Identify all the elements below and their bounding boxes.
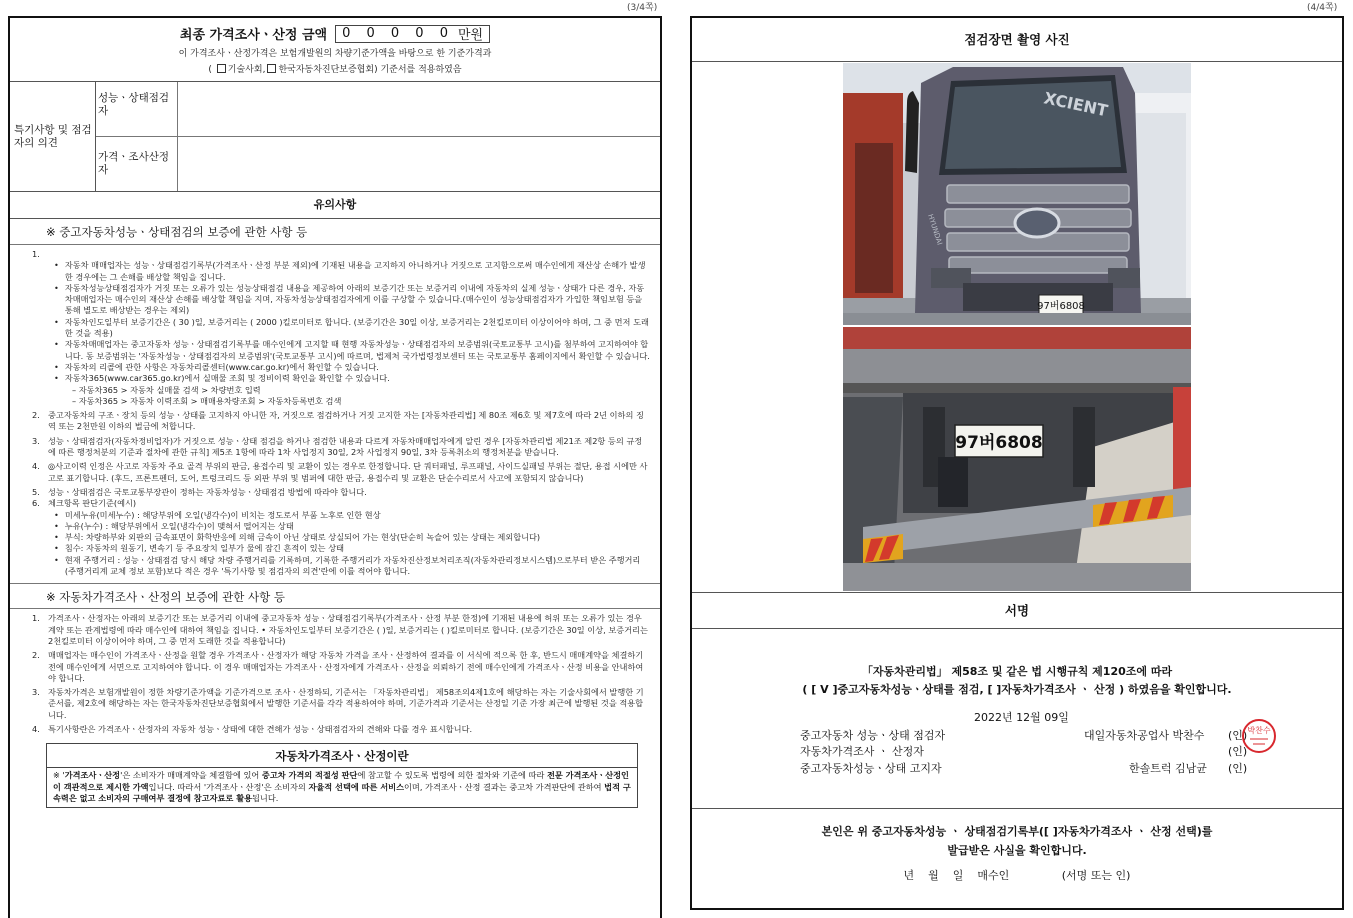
signer-role: 중고자동차성능ㆍ상태 고지자 xyxy=(800,762,942,775)
svg-text:박찬수: 박찬수 xyxy=(1247,726,1271,735)
remarks-appraiser-label: 가격ㆍ조사산정자 xyxy=(96,137,178,191)
list-item: • 자동차의 리콜에 관한 사항은 자동차리콜센터(www.car.go.kr)에서 확인할 수 있습니다. xyxy=(32,362,650,373)
appraisal-definition-box xyxy=(46,743,638,808)
final-price-title: 최종 가격조사ㆍ산정 금액 xyxy=(179,28,328,43)
section1-body: 1. • 자동차 매매업자는 성능ㆍ상태점검기록부(가격조사ㆍ산정 부분 제외)에 기재된 내용을 고지하지 아니하거나 거짓으로 고지함으로써 매수인에게 재산상 손해가 발생한 경우에는 그 손해를 배상할 책임을 집니다. • 자동차성능상태점검자가 거짓 또는 오류가 있는 성능상태점검 내용을 제공하여 아래의 보증기간 또는 보증거리 이내에 자동차의 실제 성능ㆍ상태가 다른 경우, 자동차매매업자는 매수인의 재산상 손해를 배상할 책임을 지며, 자동차성능상태점검자에게 이를 구상할 수 있습니다.(매수인이 성능상태점검자가 가입한 책임보험 등을 통해 별도로 배상받는 경우는 제외) • 자동차인도일부터 보증기간은 ( 30 )일, 보증거리는 ( 2000 )킬로미터로 합니다. (보증기간은 30일 이상, 보증거리는 2천킬로미터 이상이어야 하며, 그 중 먼저 도래한 것을 적용) • 자동차매매업자는 중고자동차 성능ㆍ상태점검기록부를 매수인에게 고지할 때 현행 자동차성능ㆍ상태점검자의 보증범위(국토교통부 고시)를 첨부하여 고지하여야 합니다. 동 보증범위는 '자동차성능ㆍ상태점검자의 보증범위'(국토교통부 고시)에 따르며, 법제처 국가법령정보센터 또는 국토교통부 홈페이지에서 확인할 수 있습니다. • 자동차의 리콜에 관한 사항은 자동차리콜센터(www.car.go.kr)에서 확인할 수 있습니다. • 자동차365(www.car365.go.kr)에서 실매물 조회 및 정비이력 확인을 확인할 수 있습니다. – 자동차365 > 자동차 실매물 검색 > 차량번호 입력 – 자동차365 > 자동차 이력조회 > 매매용차량조회 > 자동차등록번호 검색 2. 중고자동차의 구조ㆍ장치 등의 성능ㆍ상태를 고지하지 아니한 자, 거짓으로 점검하거나 거짓 고지한 자는 [자동차관리법] 제 80조 제6호 및 제7호에 따라 2년 이하의 징역 또는 2천만원 이하의 벌금에 처합니다. 3. 성능ㆍ상태점검자(자동차정비업자)가 거짓으로 성능ㆍ상태 점검을 하거나 점검한 내용과 다르게 자동차매매업자에게 알린 경우 [자동차관리법 제21조 제2항 등의 규정에 따른 행정처분의 기준과 절차에 관한 규칙] 제5조 1항에 따라 1차 사업정지 30일, 2차 사업정지 90일, 3차 등록취소의 행정처분을 받습니다. 4. ◎사고이력 인정은 사고로 자동차 주요 골격 부위의 판금, 용접수리 및 교환이 있는 경우로 한정합니다. 단 쿼터패널, 루프패널, 사이드실패널 부위는 절단, 용접 시에만 사고로 표기합니다. (후드, 프론트펜더, 도어, 트렁크리드 등 외판 부위 및 범퍼에 대한 판금, 용접수리 및 교환은 단순수리로서 사고에 포함되지 않습니다) 5. 성능ㆍ상태점검은 국토교통부장관이 정하는 자동차성능ㆍ상태점검 방법에 따라야 합니다. 6. 체크항목 판단기준(예시) • 미세누유(미세누수) : 해당부위에 오일(냉각수)이 비치는 정도로서 부품 노후로 인한 현상 • 누유(누수) : 해당부위에서 오일(냉각수)이 맺혀서 떨어지는 상태 • 부식: 차량하부와 외판의 금속표면이 화학반응에 의해 금속이 아닌 상태로 상실되어 가는 현상(단순히 녹슬어 있는 상태는 제외합니다) • 침수: 자동차의 원동기, 변속기 등 주요장치 일부가 물에 잠긴 흔적이 있는 상태 • 현재 주행거리 : 성능ㆍ상태점검 당시 해당 차량 주행거리를 기록하며, 기록한 주행거리가 자동차진산정보처리조직(자동차관리정보시스템)으로부터 받은 주행거리(주행거리계 교체 정보 포함)보다 적은 경우 '특기사항 및 점검자의 의견'란에 이를 적어야 합니다. xyxy=(10,245,660,577)
signer-seal-mark[interactable]: (인) xyxy=(1228,762,1248,775)
definition-title: 자동차가격조사ㆍ산정이란 xyxy=(47,744,637,768)
signer-role: 중고자동차 성능ㆍ상태 점검자 xyxy=(800,729,946,742)
standard-note: ( 기술사회, 한국자동차진단보증협회) 기준서를 적용하였음 xyxy=(208,65,462,75)
remarks-inspector-row xyxy=(96,82,660,137)
legal-statement-line2: ( [ V ]중고자동차성능ㆍ상태를 점검, [ ]자동차가격조사 ㆍ 산정 ) 하였음을 확인합니다. xyxy=(802,683,1232,696)
legal-statement-line1: 「자동차관리법」 제58조 및 같은 법 시행규칙 제120조에 따라 xyxy=(861,665,1173,678)
list-item: 체크항목 판단기준(예시) xyxy=(48,498,137,509)
final-price-box xyxy=(10,18,660,82)
section1-title: ※ 중고자동차성능ㆍ상태점검의 보증에 관한 사항 등 xyxy=(10,219,660,245)
list-item: • 자동차365(www.car365.go.kr)에서 실매물 조회 및 정비이력 확인을 확인할 수 있습니다. xyxy=(32,373,650,384)
signer-role: 자동차가격조사 ㆍ 산정자 xyxy=(800,745,924,758)
list-item: 가격조사ㆍ산정자는 아래의 보증기간 또는 보증거리 이내에 중고자동차 성능ㆍ상태점검기록부(가격조사ㆍ산정 부분 한정)에 기재된 내용에 허위 또는 오류가 있는 경우 계약 또는 관계법령에 따라 매수인에 대하여 책임을 집니다. • 자동차인도일부터 보증기간은 ( )일, 보증거리는 ( )킬로미터로 합니다. (보증기간은 30일 이상, 보증거리는 2천킬로미터 이상이어야 하며, 그 중 먼저 도래한 것을 적용합니다) xyxy=(48,613,648,646)
final-amount-field[interactable] xyxy=(335,25,490,43)
truck-front-photo xyxy=(843,63,1191,325)
truck-rear-plate-photo xyxy=(843,327,1191,591)
list-item: • 자동차성능상태점검자가 거짓 또는 오류가 있는 성능상태점검 내용을 제공하여 아래의 보증기간 또는 보증거리 이내에 자동차의 실제 성능ㆍ상태가 다른 경우, 자동차매매업자는 매수인의 재산상 손해를 배상할 책임을 지며, 자동차성능상태점검자에게 이를 구상할 수 있습니다.(매수인이 성능상태점검자가 가입한 책임보험 등을 통해 별도로 배상받는 경우는 제외) xyxy=(32,283,650,317)
section2-body: 1. 가격조사ㆍ산정자는 아래의 보증기간 또는 보증거리 이내에 중고자동차 성능ㆍ상태점검기록부(가격조사ㆍ산정 부분 한정)에 기재된 내용에 허위 또는 오류가 있는 경우 계약 또는 관계법령에 따라 매수인에 대하여 책임을 집니다. • 자동차인도일부터 보증기간은 ( )일, 보증거리는 ( )킬로미터로 합니다. (보증기간은 30일 이상, 보증거리는 2천킬로미터 이상이어야 하며, 그 중 먼저 도래한 것을 적용합니다) 2. 매매업자는 매수인이 가격조사ㆍ산정을 원할 경우 가격조사ㆍ산정자가 해당 자동차 가격을 조사ㆍ산정하여 결과를 이 서식에 적으록 한 후, 반드시 매매계약을 체결하기 전에 매수인에게 서면으로 고지하여야 합니다. 이 경우 매매업자는 가격조사ㆍ산정자에게 가격조사ㆍ산정을 의뢰하기 전에 매수인에게 가격조사ㆍ산정 비용을 안내하여야 합니다. 3. 자동차가격은 보험개발원이 정한 차량기준가액을 기준가격으로 조사ㆍ산정하되, 기준서는 「자동차관리법」 제58조의4제1호에 해당하는 자는 기술사회에서 발행한 기준서를, 제2호에 해당하는 자는 한국자동차진단보증협회에서 발행한 기준서를 각각 적용하여야 하며, 기준가격과 기준서는 산정일 기준 가장 최근에 발행된 것을 적용합니다. 4. 특기사항란은 가격조사ㆍ산정자의 자동차 성능ㆍ상태에 대한 견해가 성능ㆍ상태점검자의 견해와 다를 경우 표시합니다. xyxy=(10,609,660,735)
section2-title: ※ 자동차가격조사ㆍ산정의 보증에 관한 사항 등 xyxy=(10,583,660,609)
inspection-record-page-3 xyxy=(8,16,662,918)
confirmation-line1: 본인은 위 중고자동차성능 ㆍ 상태점검기록부([ ]자동차가격조사 ㆍ 산정 선택)를 xyxy=(821,825,1213,838)
photo-section xyxy=(692,62,1342,593)
list-item: ◎사고이력 인정은 사고로 자동차 주요 골격 부위의 판금, 용접수리 및 교환이 있는 경우로 한정합니다. 단 쿼터패널, 루프패널, 사이드실패널 부위는 절단, 용접 시에만 사고로 표기합니다. (후드, 프론트펜더, 도어, 트렁크리드 등 외판 부위 및 범퍼에 대한 판금, 용접수리 및 교환은 단순수리로서 사고에 포함되지 않습니다) xyxy=(48,461,648,483)
list-item: • 현재 주행거리 : 성능ㆍ상태점검 당시 해당 차량 주행거리를 기록하며, 기록한 주행거리가 자동차진산정보처리조직(자동차관리정보시스템)으로부터 받은 주행거리(주행거리계 교체 정보 포함)보다 적은 경우 '특기사항 및 점검자의 의견'란에 이를 적어야 합니다. xyxy=(32,555,650,578)
rear-license-plate: 97버6808 xyxy=(955,433,1043,453)
buyer-confirmation xyxy=(692,809,1342,909)
signer-seal-mark[interactable]: (인) xyxy=(1228,745,1248,758)
amount-digits: 0 0 0 0 0 xyxy=(342,26,454,41)
hyundai-lettering: HYUNDAI xyxy=(926,213,944,247)
list-item: 중고자동차의 구조ㆍ장치 등의 성능ㆍ상태를 고지하지 아니한 자, 거짓으로 점검하거나 거짓 고지한 자는 [자동차관리법] 제 80조 제6호 및 제7호에 따라 2년 이하의 징역 또는 2천만원 이하의 벌금에 처합니다. xyxy=(48,410,644,432)
remarks-appraiser-field[interactable] xyxy=(178,137,660,191)
photo-section-title: 점검장면 촬영 사진 xyxy=(692,18,1342,62)
buyer-signature-line[interactable]: 년 월 일 매수인 (서명 또는 인) xyxy=(903,869,1131,882)
amount-unit: 만원 xyxy=(457,28,484,43)
list-item: • 누유(누수) : 해당부위에서 오일(냉각수)이 맺혀서 떨어지는 상태 xyxy=(32,521,650,532)
list-item: 성능ㆍ상태점검자(자동차정비업자)가 거짓으로 성능ㆍ상태 점검을 하거나 점검한 내용과 다르게 자동차매매업자에게 알린 경우 [자동차관리법 제21조 제2항 등의 규정에 따른 행정처분의 기준과 절차에 관한 규칙] 제5조 1항에 따라 1차 사업정지 30일, 2차 사업정지 90일, 3차 등록취소의 행정처분을 받습니다. xyxy=(48,435,643,458)
inspection-date: 2022년 12월 09일 xyxy=(974,711,1069,724)
remarks-section xyxy=(10,82,660,192)
signature-section xyxy=(692,629,1342,809)
list-item: • 침수: 자동차의 원동기, 변속기 등 주요장치 일부가 물에 잠긴 흔적이 있는 상태 xyxy=(32,543,650,554)
checkbox-technician[interactable] xyxy=(217,64,226,73)
remarks-label: 특기사항 및 점검자의 의견 xyxy=(10,82,96,191)
signature-section-title: 서명 xyxy=(692,593,1342,629)
list-item: • 자동차 매매업자는 성능ㆍ상태점검기록부(가격조사ㆍ산정 부분 제외)에 기재된 내용을 고지하지 아니하거나 거짓으로 고지함으로써 매수인에게 재산상 손해가 발생한 경우에는 그 손해를 배상할 책임을 집니다. xyxy=(32,260,650,283)
notice-header: 유의사항 xyxy=(10,192,660,219)
list-item: • 자동차인도일부터 보증기간은 ( 30 )일, 보증거리는 ( 2000 )킬로미터로 합니다. (보증기간은 30일 이상, 보증거리는 2천킬로미터 이상이어야 하며, 그 중 먼저 도래한 것을 적용) xyxy=(32,317,650,340)
checkbox-association[interactable] xyxy=(267,64,276,73)
remarks-appraiser-row xyxy=(96,137,660,191)
list-item: 매매업자는 매수인이 가격조사ㆍ산정을 원할 경우 가격조사ㆍ산정자가 해당 자동차 가격을 조사ㆍ산정하여 결과를 이 서식에 적으록 한 후, 반드시 매매계약을 체결하기 전에 매수인에게 서면으로 고지하여야 합니다. 이 경우 매매업자는 가격조사ㆍ산정자에게 가격조사ㆍ산정을 의뢰하기 전에 매수인에게 가격조사ㆍ산정 비용을 안내하여야 합니다. xyxy=(48,650,644,683)
signer-name: 한솔트럭 김남균 xyxy=(1129,762,1207,775)
list-item: • 부식: 차량하부와 외판의 금속표면이 화학반응에 의해 금속이 아닌 상태로 상실되어 가는 현상(단순히 녹슬어 있는 상태는 제외합니다) xyxy=(32,532,650,543)
signer-name: 대일자동차공업사 박찬수 xyxy=(1084,729,1205,742)
xcient-badge: XCIENT xyxy=(1042,88,1110,121)
remarks-inspector-label: 성능ㆍ상태점검자 xyxy=(96,82,178,136)
confirmation-line2: 발급받은 사실을 확인합니다. xyxy=(947,844,1087,857)
list-item: 성능ㆍ상태점검은 국토교통부장관이 정하는 자동차성능ㆍ상태점검 방법에 따라야 합니다. xyxy=(48,486,367,497)
list-item: • 자동차매매업자는 중고자동차 성능ㆍ상태점검기록부를 매수인에게 고지할 때 현행 자동차성능ㆍ상태점검자의 보증범위(국토교통부 고시)를 첨부하여 고지하여야 합니다. 동 보증범위는 '자동차성능ㆍ상태점검자의 보증범위'(국토교통부 고시)에 따르며, 법제처 국가법령정보센터 또는 국토교통부 홈페이지에서 확인할 수 있습니다. xyxy=(32,339,650,362)
signer-seal-mark[interactable]: (인) xyxy=(1228,729,1248,742)
inspection-record-page-4 xyxy=(690,16,1344,910)
list-item: 특기사항란은 가격조사ㆍ산정자의 자동차 성능ㆍ상태에 대한 견해가 성능ㆍ상태점검자의 견해와 다를 경우 표시합니다. xyxy=(48,723,473,734)
front-license-plate: 97버6808 xyxy=(1037,301,1085,312)
remarks-inspector-field[interactable] xyxy=(178,82,660,136)
page-number-right: (4/4쪽) xyxy=(1307,3,1338,13)
list-item: • 미세누유(미세누수) : 해당부위에 오일(냉각수)이 비치는 정도로서 부품 노후로 인한 현상 xyxy=(32,510,650,521)
list-item: 자동차가격은 보험개발원이 정한 차량기준가액을 기준가격으로 조사ㆍ산정하되, 기준서는 「자동차관리법」 제58조의4제1호에 해당하는 자는 기술사회에서 발행한 기준서를, 제2호에 해당하는 자는 한국자동차진단보증협회에서 발행한 기준서를 각각 적용하여야 하며, 기준가격과 기준서는 산정일 기준 가장 최근에 발행된 것을 적용합니다. xyxy=(48,687,644,720)
definition-text: ※ '가격조사ㆍ산정'은 소비자가 매매계약을 체결함에 있어 중고차 가격의 적절성 판단에 참고할 수 있도록 법령에 의한 절차와 기준에 따라 전문 가격조사ㆍ산정인이 객관적으로 제시한 가액입니다. 따라서 '가격조사ㆍ산정'은 소비자의 자율적 선택에 따른 서비스이며, 가격조사ㆍ산정 결과는 중고차 가격판단에 관하여 법적 구속력은 없고 소비자의 구매여부 결정에 참고자료로 활용됩니다. xyxy=(53,770,631,804)
final-price-note: 이 가격조사ㆍ산정가격은 보험개발원의 차량기준가액을 바탕으로 한 기준가격과 xyxy=(178,49,492,59)
page-number-left: (3/4쪽) xyxy=(627,3,658,13)
list-subitem: – 자동차365 > 자동차 실매물 검색 > 차량번호 입력 xyxy=(72,384,261,395)
red-seal-stamp xyxy=(1240,717,1278,755)
list-subitem: – 자동차365 > 자동차 이력조회 > 매매용차량조회 > 자동차등록번호 검색 xyxy=(72,395,342,406)
